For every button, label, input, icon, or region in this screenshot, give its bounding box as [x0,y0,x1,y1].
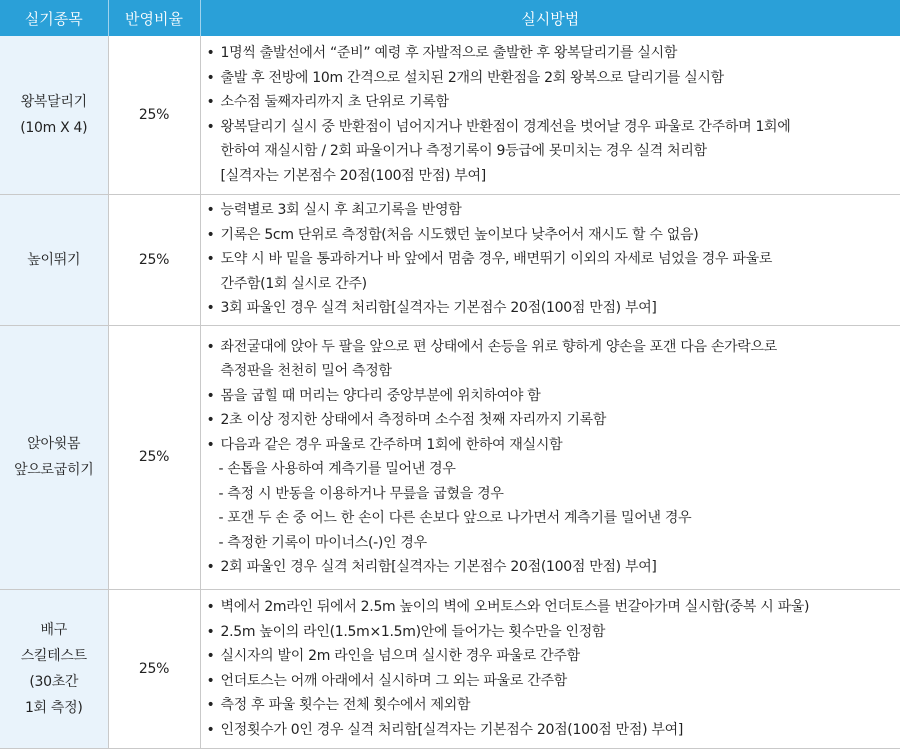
method-text: 2회 파울인 경우 실격 처리함[실격자는 기본점수 20점(100점 만점) 부여] [220,559,657,575]
event-name-cell [0,325,108,589]
method-bullet-line [207,693,895,718]
method-line [207,482,895,507]
method-text: 벽에서 2m라인 뒤에서 2.5m 높이의 벽에 오버토스와 언더토스를 번갈아가며 실시함(중복 시 파울) [220,599,810,615]
method-text: [실격자는 기본점수 20점(100점 만점) 부여] [220,167,486,184]
method-bullet-line [207,90,895,115]
method-bullet-line [207,41,895,66]
method-line [207,139,895,164]
method-bullet-line [207,384,895,409]
table-row [0,589,900,748]
method-text: 왕복달리기 실시 중 반환점이 넘어지거나 반환점이 경계선을 벗어날 경우 파울로 간주하며 1회에 [220,118,791,135]
bullet-icon: • [206,599,215,615]
bullet-icon: • [206,251,215,268]
bullet-icon: • [206,697,215,713]
method-bullet-line [207,718,895,743]
method-line [207,164,895,189]
table-row [0,36,900,194]
event-name-line: (10m X 4) [20,119,88,136]
bullet-icon: • [206,721,215,738]
method-cell [200,194,900,325]
method-bullet-line [207,595,895,620]
method-cell [200,589,900,748]
method-text: 언더토스는 어깨 아래에서 실시하며 그 외는 파울로 간주함 [220,672,567,689]
ratio-cell: 25% [108,589,200,748]
event-name-line: (30초간 [29,673,79,690]
bullet-icon: • [206,94,215,111]
method-text: 측정 후 파울 횟수는 전체 횟수에서 제외함 [220,697,471,713]
header-item: 실기종목 [0,0,108,36]
event-name-line: 배구 [40,621,67,638]
event-name-line: 왕복달리기 [20,93,87,110]
bullet-icon: • [206,387,215,404]
method-text: - 손톱을 사용하여 계측기를 밀어낸 경우 [218,461,456,477]
method-text: 몸을 굽힐 때 머리는 양다리 중앙부분에 위치하여야 함 [220,387,541,404]
method-bullet-line [207,115,895,140]
method-text: 소수점 둘째자리까지 초 단위로 기록함 [220,94,449,111]
method-text: - 포갠 두 손 중 어느 한 손이 다른 손보다 앞으로 나가면서 계측기를 밀어낸 경우 [218,510,692,526]
bullet-icon: • [206,559,215,575]
event-name-line: 높이뛰기 [27,251,81,268]
method-text: 도약 시 바 밑을 통과하거나 바 앞에서 멈춤 경우, 배면뛰기 이외의 자세로 넘었을 경우 파울로 [220,251,773,268]
method-text: 기록은 5cm 단위로 측정함(처음 시도했던 높이보다 낮추어서 재시도 할 수 없음) [220,226,699,243]
event-name-line: 스킬테스트 [20,647,87,664]
header-method: 실시방법 [200,0,900,36]
bullet-icon: • [206,672,215,689]
event-name-line: 1회 측정) [24,699,83,716]
method-bullet-line [207,247,895,272]
event-name-cell [0,36,108,194]
method-bullet-line [207,198,895,223]
method-bullet-line [207,335,895,360]
method-line [207,359,895,384]
bullet-icon: • [206,623,215,640]
method-text: 능력별로 3회 실시 후 최고기록을 반영함 [220,202,462,219]
method-bullet-line [207,555,895,580]
method-bullet-line [207,433,895,458]
method-bullet-line [207,296,895,321]
method-text: 실시자의 발이 2m 라인을 넘으며 실시한 경우 파울로 간주함 [220,648,580,664]
bullet-icon: • [206,202,215,219]
method-text: 측정판을 천천히 밀어 측정함 [220,363,392,379]
method-cell [200,325,900,589]
bullet-icon: • [206,436,215,453]
ratio-cell: 25% [108,325,200,589]
event-name-cell [0,589,108,748]
ratio-cell: 25% [108,194,200,325]
method-line [207,272,895,297]
bullet-icon: • [206,118,215,135]
bullet-icon: • [206,300,215,317]
header-row [0,0,900,36]
method-bullet-line [207,644,895,669]
ratio-cell: 25% [108,36,200,194]
header-ratio: 반영비율 [108,0,200,36]
method-text: 인정횟수가 0인 경우 실격 처리함[실격자는 기본점수 20점(100점 만점) 부여] [220,721,684,738]
method-text: 한하여 재실시함 / 2회 파울이거나 측정기록이 9등급에 못미치는 경우 실격 처리함 [220,143,707,160]
method-bullet-line [207,620,895,645]
bullet-icon: • [206,412,215,428]
table-row [0,194,900,325]
method-text: 간주함(1회 실시로 간주) [220,275,367,292]
method-text: - 측정한 기록이 마이너스(-)인 경우 [218,534,427,551]
method-text: 2초 이상 정지한 상태에서 측정하며 소수점 첫째 자리까지 기록함 [220,412,607,428]
method-text: - 측정 시 반동을 이용하거나 무릎을 굽혔을 경우 [218,485,504,502]
bullet-icon: • [206,45,215,62]
method-bullet-line [207,408,895,433]
method-text: 2.5m 높이의 라인(1.5m×1.5m)안에 들어가는 횟수만을 인정함 [220,623,606,640]
table-row [0,325,900,589]
method-text: 다음과 같은 경우 파울로 간주하며 1회에 한하여 재실시함 [220,436,563,453]
method-cell [200,36,900,194]
method-text: 출발 후 전방에 10m 간격으로 설치된 2개의 반환점을 2회 왕복으로 달리기를 실시함 [220,69,724,86]
event-name-cell [0,194,108,325]
bullet-icon: • [206,69,215,86]
method-text: 3회 파울인 경우 실격 처리함[실격자는 기본점수 20점(100점 만점) 부여] [220,300,657,317]
method-text: 1명씩 출발선에서 “준비” 예령 후 자발적으로 출발한 후 왕복달리기를 실시함 [220,45,678,62]
method-bullet-line [207,66,895,91]
event-name-line: 앉아윗몸 [27,436,81,452]
bullet-icon: • [206,648,215,664]
method-line [207,531,895,556]
method-bullet-line [207,669,895,694]
method-text: 좌전굴대에 앉아 두 팔을 앞으로 편 상태에서 손등을 위로 향하게 양손을 포갠 다음 손가락으로 [220,338,777,355]
method-bullet-line [207,223,895,248]
bullet-icon: • [206,226,215,243]
method-line [207,457,895,482]
bullet-icon: • [206,338,215,355]
method-line [207,506,895,531]
event-name-line: 앞으로굽히기 [14,462,94,478]
